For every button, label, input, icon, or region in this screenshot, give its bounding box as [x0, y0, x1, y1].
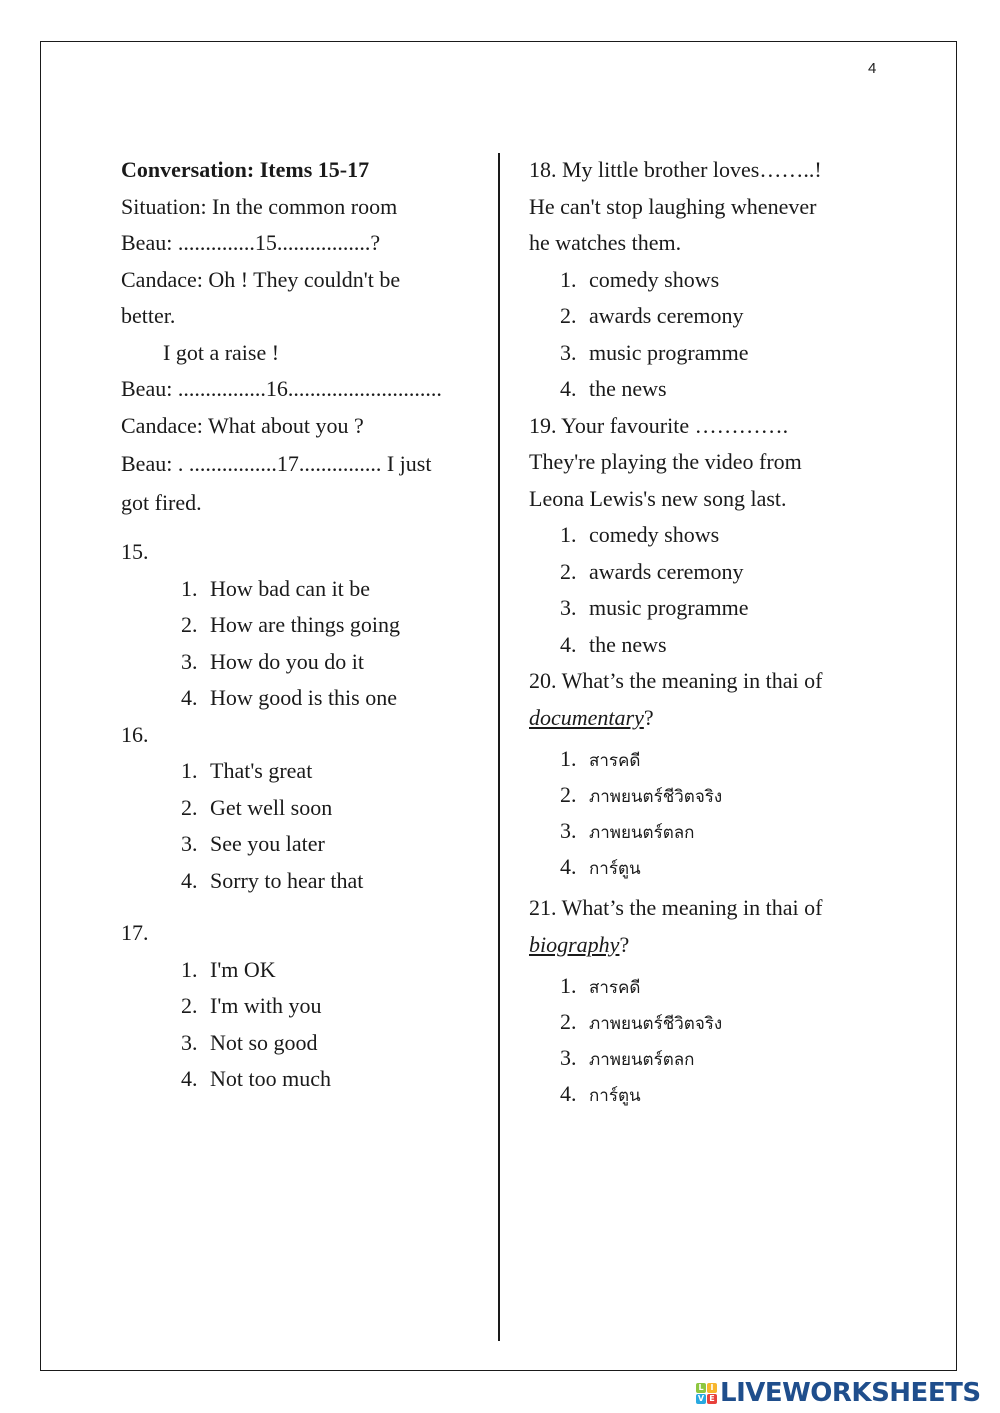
right-column — [529, 152, 889, 1113]
option-num: 2. — [560, 1009, 577, 1034]
option-text: สารคดี — [589, 751, 641, 771]
dialogue-line: got fired. — [121, 490, 202, 515]
column-divider — [498, 153, 500, 1341]
option-19-3[interactable] — [529, 590, 889, 627]
question-21-line: 21. What’s the meaning in thai of — [529, 895, 823, 920]
logo-text: LIVEWORKSHEETS — [720, 1378, 981, 1408]
option-17-2[interactable] — [121, 988, 481, 1025]
option-num: 4. — [560, 854, 577, 879]
options-16 — [121, 753, 481, 899]
logo-letter-e: E — [707, 1394, 717, 1404]
option-num: 2. — [560, 303, 577, 328]
options-19 — [529, 517, 889, 663]
question-19-line: Leona Lewis's new song last. — [529, 485, 787, 511]
option-21-1[interactable] — [529, 969, 889, 1005]
dialogue-line: Beau: ..............15.................? — [121, 230, 381, 255]
option-18-2[interactable] — [529, 298, 889, 335]
option-num: 2. — [181, 612, 198, 637]
option-text: comedy shows — [589, 522, 720, 547]
question-mark: ? — [643, 704, 654, 730]
option-19-1[interactable] — [529, 517, 889, 554]
option-num: 1. — [560, 746, 577, 771]
option-text: การ์ตูน — [589, 1086, 641, 1106]
option-text: สารคดี — [589, 978, 641, 998]
option-17-1[interactable] — [121, 952, 481, 989]
option-num: 3. — [181, 648, 198, 674]
option-18-4[interactable] — [529, 371, 889, 408]
option-num: 4. — [181, 867, 198, 893]
option-text: How are things going — [210, 612, 401, 637]
option-16-2[interactable] — [121, 790, 481, 827]
option-num: 3. — [560, 1045, 577, 1070]
option-num: 4. — [181, 685, 198, 710]
option-num: 4. — [560, 1081, 577, 1106]
option-20-4[interactable] — [529, 850, 889, 886]
option-num: 1. — [560, 973, 577, 998]
option-15-2[interactable] — [121, 607, 481, 644]
option-num: 1. — [181, 575, 198, 601]
question-number-15: 15. — [121, 539, 149, 564]
conversation-heading: Conversation: Items 15-17 — [121, 157, 370, 182]
option-num: 3. — [560, 595, 577, 620]
dialogue-line: Beau: ................16............................ — [121, 376, 442, 401]
logo-icon — [696, 1383, 717, 1404]
options-21 — [529, 969, 889, 1113]
logo-letter-i: I — [707, 1383, 717, 1393]
option-num: 4. — [560, 376, 577, 401]
option-16-4[interactable] — [121, 863, 481, 900]
dialogue-line: Situation: In the common room — [121, 193, 398, 219]
option-20-1[interactable] — [529, 742, 889, 778]
option-text: the news — [589, 376, 667, 401]
option-21-4[interactable] — [529, 1077, 889, 1113]
option-num: 3. — [560, 818, 577, 843]
option-text: See you later — [210, 831, 325, 856]
option-text: comedy shows — [589, 266, 720, 292]
option-21-3[interactable] — [529, 1041, 889, 1077]
option-num: 3. — [181, 1029, 198, 1055]
option-num: 1. — [560, 522, 577, 547]
option-num: 2. — [181, 993, 198, 1018]
option-num: 1. — [560, 266, 577, 292]
option-num: 1. — [181, 956, 198, 982]
options-20 — [529, 742, 889, 886]
option-text: I'm OK — [210, 956, 276, 982]
option-text: I'm with you — [210, 993, 322, 1018]
term-biography: biography — [529, 931, 620, 957]
question-20-term-line — [529, 700, 889, 737]
question-number-16: 16. — [121, 721, 149, 747]
dialogue-line: better. — [121, 303, 176, 328]
option-15-1[interactable] — [121, 571, 481, 608]
question-number-17: 17. — [121, 920, 149, 945]
page-number: 4 — [868, 60, 877, 77]
question-18-line: he watches them. — [529, 230, 682, 255]
logo-letter-v: V — [697, 1394, 705, 1403]
option-text: the news — [589, 631, 667, 657]
option-text: ภาพยนตร์ตลก — [589, 823, 695, 843]
option-num: 4. — [181, 1066, 198, 1091]
option-18-1[interactable] — [529, 262, 889, 299]
option-text: ภาพยนตร์ตลก — [589, 1050, 695, 1070]
option-16-3[interactable] — [121, 826, 481, 863]
options-18 — [529, 262, 889, 408]
option-num: 1. — [181, 758, 198, 783]
option-20-2[interactable] — [529, 778, 889, 814]
option-19-4[interactable] — [529, 627, 889, 664]
option-text: music programme — [589, 339, 749, 365]
option-num: 2. — [181, 794, 198, 820]
option-num: 4. — [560, 631, 577, 657]
option-19-2[interactable] — [529, 554, 889, 591]
option-text: awards ceremony — [589, 303, 744, 328]
option-text: ภาพยนตร์ชีวิตจริง — [589, 1014, 723, 1034]
option-16-1[interactable] — [121, 753, 481, 790]
question-21-term-line — [529, 927, 889, 964]
option-text: How do you do it — [210, 648, 364, 674]
option-text: Not so good — [210, 1029, 318, 1055]
option-text: How good is this one — [210, 685, 397, 710]
question-20-line: 20. What’s the meaning in thai of — [529, 668, 823, 693]
dialogue-line: Candace: What about you ? — [121, 412, 364, 438]
option-17-4[interactable] — [121, 1061, 481, 1098]
dialogue-line: Beau: . ................17............... I just — [121, 451, 432, 476]
option-text: music programme — [589, 595, 749, 620]
option-21-2[interactable] — [529, 1005, 889, 1041]
option-text: Not too much — [210, 1066, 331, 1091]
option-text: Sorry to hear that — [210, 867, 364, 893]
dialogue-line: Candace: Oh ! They couldn't be — [121, 266, 401, 292]
question-18-line: 18. My little brother loves……..! — [529, 157, 822, 182]
question-18-line: He can't stop laughing whenever — [529, 193, 817, 219]
options-15 — [121, 571, 481, 717]
option-20-3[interactable] — [529, 814, 889, 850]
term-documentary: documentary — [529, 704, 644, 730]
question-mark: ? — [619, 931, 630, 957]
option-text: Get well soon — [210, 794, 333, 820]
option-num: 3. — [560, 339, 577, 365]
option-text: การ์ตูน — [589, 859, 641, 879]
options-17 — [121, 952, 481, 1098]
liveworksheets-logo[interactable] — [696, 1378, 981, 1408]
option-15-3[interactable] — [121, 644, 481, 681]
option-num: 2. — [560, 558, 577, 584]
option-15-4[interactable] — [121, 680, 481, 717]
option-num: 3. — [181, 831, 198, 856]
option-17-3[interactable] — [121, 1025, 481, 1062]
logo-letter-l: L — [696, 1383, 706, 1393]
option-text: ภาพยนตร์ชีวิตจริง — [589, 787, 723, 807]
dialogue-line: I got a raise ! — [163, 339, 280, 365]
option-text: awards ceremony — [589, 558, 744, 584]
question-19-line: They're playing the video from — [529, 449, 802, 474]
option-num: 2. — [560, 782, 577, 807]
option-text: How bad can it be — [210, 575, 371, 601]
option-18-3[interactable] — [529, 335, 889, 372]
left-column — [121, 152, 481, 1098]
question-19-line: 19. Your favourite …………. — [529, 412, 789, 438]
option-text: That's great — [210, 758, 313, 783]
